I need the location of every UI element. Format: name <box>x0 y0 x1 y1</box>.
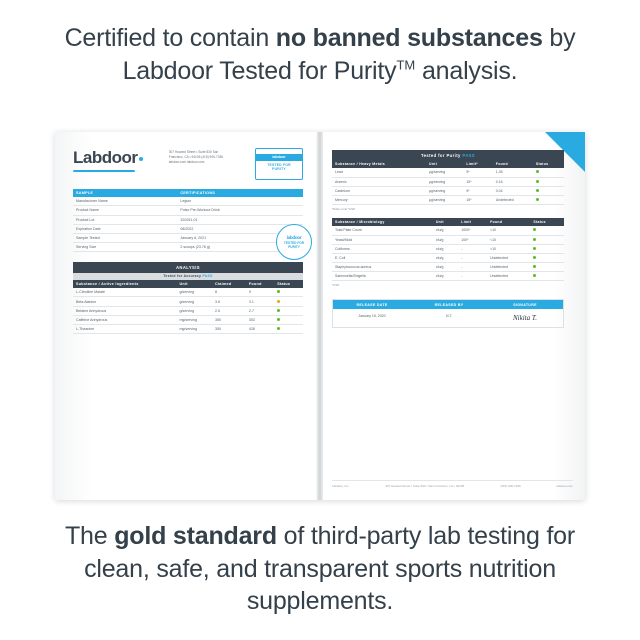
footer-company: Labdoor, Inc. <box>332 484 350 488</box>
table-row <box>73 306 303 315</box>
cell-substance: Total Plate Count <box>332 226 433 235</box>
headline <box>40 22 600 87</box>
table-row <box>332 186 564 195</box>
status-ok-icon <box>533 247 536 250</box>
cell-limit: 15* <box>463 177 492 186</box>
cell-substance: Lead <box>332 168 426 177</box>
status-ok-icon <box>536 180 539 183</box>
cell-unit: µg/serving <box>426 177 463 186</box>
status-ok-icon <box>536 189 539 192</box>
headline-part1: Certified to contain <box>64 24 276 52</box>
cell-found: <10 <box>487 226 530 235</box>
cell-unit: µg/serving <box>426 168 463 177</box>
status-ok-icon <box>533 265 536 268</box>
sample-header-col2: CERTIFICATIONS <box>177 189 303 197</box>
mb-header-unit: Unit <box>433 218 458 226</box>
table-row <box>332 195 564 204</box>
table-row <box>332 226 564 235</box>
cell-label: Serving Size <box>73 243 177 252</box>
heavy-metals-footnote: *Daily Limit *USP <box>332 207 356 212</box>
cell-found: 3.1 <box>246 297 274 306</box>
left-page <box>55 132 320 500</box>
cell-claimed: 8 <box>212 288 246 297</box>
cell-label: Sample Tested <box>73 233 177 242</box>
cell-unit: mg/serving <box>176 325 212 334</box>
purity-band-label: Tested for Purity <box>420 152 463 158</box>
sample-header-col1: SAMPLE <box>73 189 177 197</box>
cell-substance: Coliforms <box>332 244 433 253</box>
cell-value: Legion <box>177 197 303 206</box>
cell-unit: cfu/g <box>433 253 458 262</box>
table-row <box>332 168 564 177</box>
heavy-metals-header-row <box>332 160 564 168</box>
status-ok-icon <box>277 309 280 312</box>
status-ok-icon <box>277 318 280 321</box>
table-row <box>73 315 303 324</box>
cell-unit: cfu/g <box>433 244 458 253</box>
cell-found: 0.16 <box>493 177 533 186</box>
analysis-header-substance: Substance / Active Ingredients <box>73 280 176 288</box>
cell-label: Product Lot <box>73 215 177 224</box>
footer-phone: (415) 906-7336 <box>500 484 521 488</box>
badge-line1: labdoor <box>286 235 302 241</box>
status-ok-icon <box>533 238 536 241</box>
cell-limit: - <box>458 244 487 253</box>
cell-substance: Salmonella/Shigella <box>332 272 433 281</box>
hm-header-limit: Limit* <box>463 160 492 168</box>
release-by-value: N.T. <box>445 314 453 319</box>
certification-badge-icon <box>276 224 312 260</box>
cell-found: <10 <box>487 244 530 253</box>
status-ok-icon <box>536 170 539 173</box>
release-block <box>332 299 564 328</box>
cell-substance: Caffeine Anhydrous <box>73 315 176 324</box>
cell-status <box>530 226 564 235</box>
cell-substance: Staphylococcus aureus <box>332 263 433 272</box>
cell-found: Undetected <box>487 263 530 272</box>
table-row <box>73 206 303 215</box>
cell-claimed: 3.6 <box>212 297 246 306</box>
cell-substance: E. Coli <box>332 253 433 262</box>
cell-substance: Betaine Anhydrous <box>73 306 176 315</box>
cell-found: 1.35 <box>493 168 533 177</box>
page-footer <box>332 480 573 488</box>
cell-limit: - <box>458 263 487 272</box>
analysis-header-status: Status <box>274 280 303 288</box>
status-ok-icon <box>533 256 536 259</box>
trademark-mark: TM <box>396 57 416 73</box>
status-ok-icon <box>277 290 280 293</box>
table-row <box>332 235 564 244</box>
cell-value: January 6, 2021 <box>177 233 303 242</box>
mb-header-limit: Limit <box>458 218 487 226</box>
analysis-table <box>73 280 303 334</box>
cell-unit: µg/serving <box>426 186 463 195</box>
table-row <box>332 244 564 253</box>
accuracy-pass-badge: PASS <box>202 274 213 279</box>
release-date-value: January 15, 2020 <box>358 314 386 319</box>
sample-table-header-row <box>73 189 303 197</box>
right-page <box>320 132 585 500</box>
hm-header-unit: Unit <box>426 160 463 168</box>
cell-limit: - <box>458 253 487 262</box>
analysis-band-label: ANALYSIS <box>176 264 200 270</box>
mb-header-found: Found <box>487 218 530 226</box>
table-row <box>332 272 564 281</box>
cell-unit: g/serving <box>176 306 212 315</box>
seal-line1: TESTED FOR <box>267 162 291 167</box>
accuracy-subband <box>73 273 303 281</box>
cell-status <box>533 177 564 186</box>
cell-status <box>533 168 564 177</box>
cell-status <box>530 263 564 272</box>
release-header-signature: SIGNATURE <box>513 302 537 307</box>
release-body-row <box>333 309 563 327</box>
cell-unit: mg/serving <box>176 315 212 324</box>
hm-header-substance: Substance / Heavy Metals <box>332 160 426 168</box>
cell-value: 08/2022 <box>177 224 303 233</box>
seal-line2: PURITY <box>272 167 286 172</box>
status-ok-icon <box>533 228 536 231</box>
cell-status <box>530 244 564 253</box>
cell-claimed: 350 <box>212 325 246 334</box>
cell-limit: 1000* <box>458 226 487 235</box>
microbiology-footnote: *USP <box>332 283 340 288</box>
table-row <box>332 253 564 262</box>
cell-status <box>533 186 564 195</box>
cell-status <box>533 195 564 204</box>
table-row <box>73 288 303 297</box>
cell-unit: cfu/g <box>433 272 458 281</box>
purity-pass-badge: PASS <box>462 152 476 158</box>
purity-seal-icon <box>255 148 303 180</box>
table-row <box>73 197 303 206</box>
cell-substance: Beta Alanine <box>73 297 176 306</box>
cell-found: 353 <box>246 315 274 324</box>
analysis-header-claimed: Claimed <box>212 280 246 288</box>
cell-limit: 100* <box>458 235 487 244</box>
table-row <box>73 215 303 224</box>
headline-bold1: no banned substances <box>275 24 543 52</box>
seal-top-label: labdoor <box>256 154 302 161</box>
cell-label: Manufacturer Name <box>73 197 177 206</box>
cell-found: 2.7 <box>246 306 274 315</box>
table-row <box>73 233 303 242</box>
cell-found: 428 <box>246 325 274 334</box>
status-ok-icon <box>533 274 536 277</box>
company-address: 307 Howard Street • Suite 830 San Francisco, CA • 94105 (415) 906-7336 labdoor.com labdoor.com <box>168 150 224 164</box>
cell-value: 2 scoops (23.76 g) <box>177 243 303 252</box>
table-row <box>73 243 303 252</box>
logo-underline <box>73 170 135 172</box>
cell-status <box>274 325 303 334</box>
cell-label: Expiration Date <box>73 224 177 233</box>
cell-unit: cfu/g <box>433 263 458 272</box>
cell-unit: g/serving <box>176 297 212 306</box>
cell-status <box>274 297 303 306</box>
mb-header-substance: Substance / Microbiology <box>332 218 433 226</box>
status-ok-icon <box>536 198 539 201</box>
heavy-metals-table <box>332 160 564 205</box>
cell-status <box>530 235 564 244</box>
cell-limit: - <box>458 272 487 281</box>
cell-substance: L-Theanine <box>73 325 176 334</box>
caption <box>30 520 610 618</box>
mb-header-status: Status <box>530 218 564 226</box>
cell-unit: g/serving <box>176 288 212 297</box>
cell-substance: Cadmium <box>332 186 426 195</box>
badge-line2: TESTED FOR <box>283 240 305 245</box>
cell-found: <10 <box>487 235 530 244</box>
table-row <box>332 177 564 186</box>
release-header-by: RELEASED BY <box>434 302 464 307</box>
logo-text: Labdoor <box>73 148 138 167</box>
cell-status <box>274 288 303 297</box>
caption-part1: The <box>64 522 115 550</box>
footer-address: 307 Howard Street • Suite 830 • San Francisco, CA • 94105 <box>385 484 465 488</box>
cell-status <box>530 253 564 262</box>
table-row <box>332 263 564 272</box>
cell-limit: 5* <box>463 186 492 195</box>
headline-part3: analysis. <box>415 56 518 85</box>
analysis-header-found: Found <box>246 280 274 288</box>
cell-substance: Arsenic <box>332 177 426 186</box>
cell-limit: 15* <box>463 195 492 204</box>
cell-found: Undetected <box>487 272 530 281</box>
cell-substance: L-Citrulline Malate <box>73 288 176 297</box>
release-header-date: RELEASE DATE <box>356 302 388 307</box>
cell-unit: cfu/g <box>433 235 458 244</box>
status-ok-icon <box>277 327 280 330</box>
cell-status <box>274 315 303 324</box>
cell-limit: 5* <box>463 168 492 177</box>
book-spine <box>317 132 323 500</box>
cell-found: 0.04 <box>493 186 533 195</box>
cell-found: Undetected <box>487 253 530 262</box>
analysis-header-row <box>73 280 303 288</box>
purity-band <box>332 150 564 160</box>
table-row <box>73 224 303 233</box>
footer-website: labdoor.com <box>556 484 573 488</box>
cell-unit: µg/serving <box>426 195 463 204</box>
cell-label: Product Name <box>73 206 177 215</box>
cell-substance: Mercury <box>332 195 426 204</box>
badge-line3: PURITY <box>288 244 300 249</box>
hm-header-found: Found <box>493 160 533 168</box>
cell-unit: cfu/g <box>433 226 458 235</box>
microbiology-header-row <box>332 218 564 226</box>
signature-value: Nikita T. <box>513 314 537 323</box>
table-row <box>73 325 303 334</box>
hm-header-status: Status <box>533 160 564 168</box>
document-spread <box>55 132 585 500</box>
cell-found: 9 <box>246 288 274 297</box>
cell-value: Pulse Pre-Workout Drink <box>177 206 303 215</box>
cell-status <box>530 272 564 281</box>
release-header-row <box>333 300 563 309</box>
cell-found: Undetected <box>493 195 533 204</box>
cell-claimed: 2.5 <box>212 306 246 315</box>
accuracy-label: Tested for Accuracy <box>163 274 203 279</box>
headline-part2: by Labdoor Tested for Purity <box>122 24 576 85</box>
sample-table <box>73 189 303 252</box>
logo-dot-icon <box>139 157 143 161</box>
analysis-band <box>73 262 303 272</box>
caption-bold1: gold standard <box>114 522 277 550</box>
cell-substance: Yeast/Mold <box>332 235 433 244</box>
cell-status <box>274 306 303 315</box>
caption-part2: of third-party lab testing for clean, safe, and transparent sports nutrition supplements. <box>84 522 576 615</box>
labdoor-logo <box>73 148 143 168</box>
microbiology-table <box>332 218 564 281</box>
cell-claimed: 350 <box>212 315 246 324</box>
cell-value: 320251-01 <box>177 215 303 224</box>
analysis-header-unit: Unit <box>176 280 212 288</box>
table-row <box>73 297 303 306</box>
status-warn-icon <box>277 300 280 303</box>
